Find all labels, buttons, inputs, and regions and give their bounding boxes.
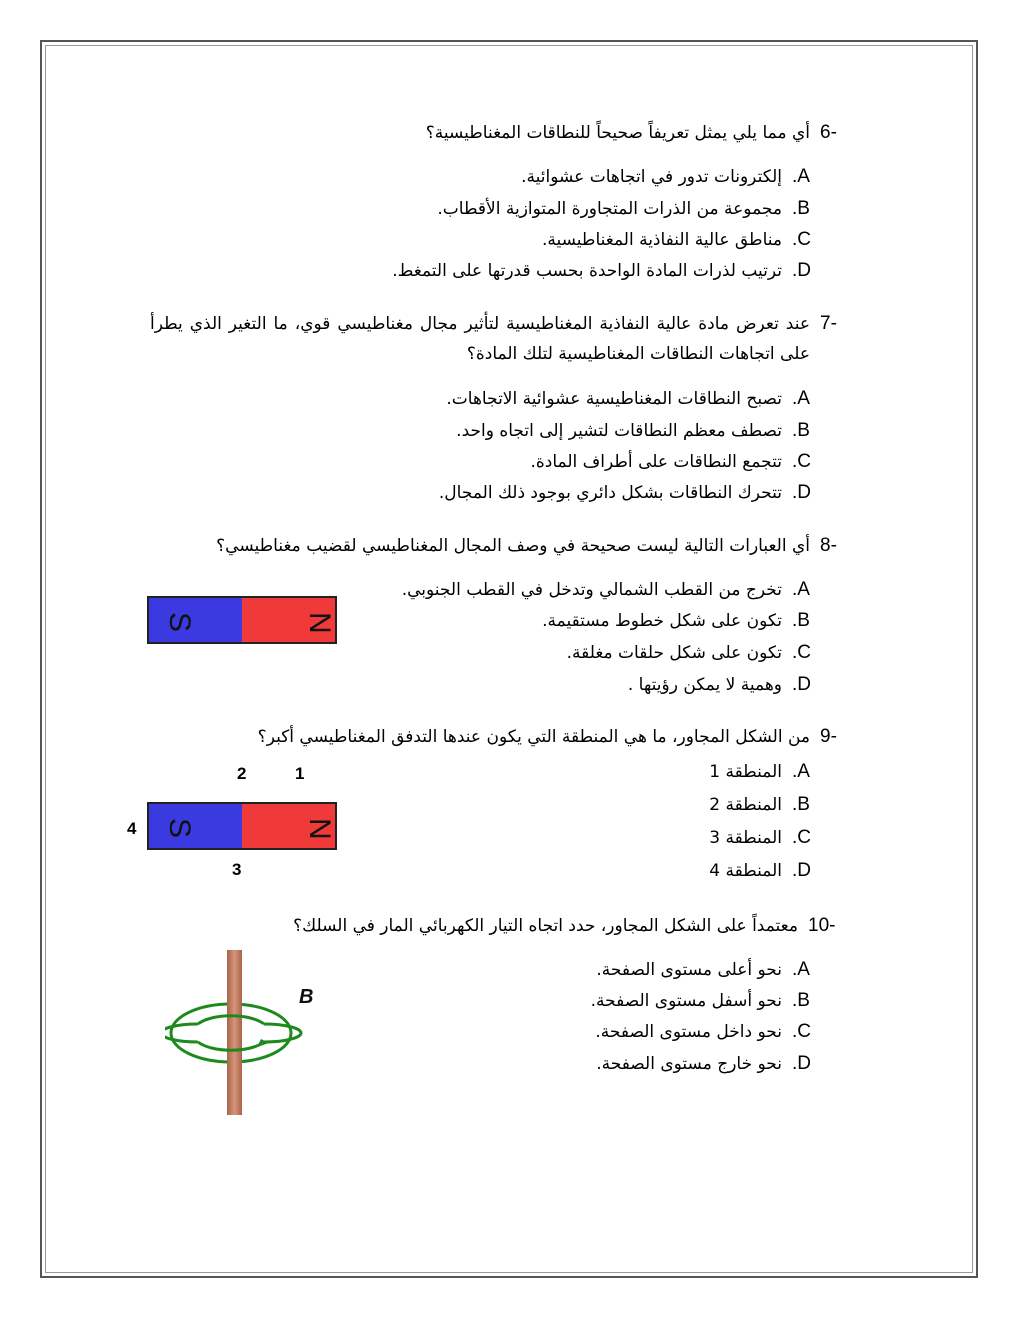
q8-opt-c[interactable]: تكون على شكل حلقات مغلقة. <box>566 643 782 663</box>
q6-opt-c[interactable]: مناطق عالية النفاذية المغناطيسية. <box>541 230 782 250</box>
q10-opt-a[interactable]: نحو أعلى مستوى الصفحة. <box>596 960 782 980</box>
q7-opt-d-letter: .D <box>792 482 811 503</box>
region-2-label: 2 <box>237 764 247 783</box>
q7-opt-a-letter: .A <box>792 388 810 409</box>
q9-opt-a-letter: .A <box>792 761 810 782</box>
q6-opt-b-letter: .B <box>792 198 810 219</box>
q9-opt-b-letter: .B <box>792 794 810 815</box>
q9-opt-d-letter: .D <box>792 860 811 881</box>
q8-opt-d[interactable]: وهمية لا يمكن رؤيتها . <box>627 675 782 695</box>
field-arrow-icon <box>257 1039 269 1047</box>
q7-opt-c-letter: .C <box>792 451 811 472</box>
q6-opt-a[interactable]: إلكترونات تدور في اتجاهات عشوائية. <box>521 167 782 187</box>
q10-opt-c[interactable]: نحو داخل مستوى الصفحة. <box>595 1022 782 1042</box>
q7-opt-a[interactable]: تصبح النطاقات المغناطيسية عشوائية الاتجاهات. <box>446 389 782 409</box>
q10-number: 10- <box>808 915 836 936</box>
q8-text: أي العبارات التالية ليست صحيحة في وصف المجال المغناطيسي لقضيب مغناطيسي؟ <box>216 536 810 556</box>
q10-opt-b[interactable]: نحو أسفل مستوى الصفحة. <box>590 991 782 1011</box>
q7-opt-d[interactable]: تتحرك النطاقات بشكل دائري بوجود ذلك المجال. <box>438 483 782 503</box>
q9-opt-d[interactable]: المنطقة 4 <box>709 861 782 881</box>
q7-text: عند تعرض مادة عالية النفاذية المغناطيسية لتأثير مجال مغناطيسي قوي، ما التغير الذي يطرأ على اتجاهات النطاقات المغناطيسية لتلك المادة؟ <box>150 314 810 364</box>
q9-opt-b[interactable]: المنطقة 2 <box>709 795 782 815</box>
field-b-label: B <box>299 986 314 1008</box>
q7-opt-b-letter: .B <box>792 420 810 441</box>
q10-opt-b-letter: .B <box>792 990 810 1011</box>
q8-opt-b-letter: .B <box>792 610 810 631</box>
magnet-north-label: N <box>303 818 336 840</box>
q6-opt-d-letter: .D <box>792 260 811 281</box>
q7-opt-c[interactable]: تتجمع النطاقات على أطراف المادة. <box>530 452 782 472</box>
q8-opt-a[interactable]: تخرج من القطب الشمالي وتدخل في القطب الجنوبي. <box>401 580 782 600</box>
region-4-label: 4 <box>127 819 137 838</box>
q7-opt-b[interactable]: تصطف معظم النطاقات لتشير إلى اتجاه واحد. <box>456 421 782 441</box>
q10-opt-d-letter: .D <box>792 1053 811 1074</box>
q8-opt-c-letter: .C <box>792 642 811 663</box>
q10-text: معتمداً على الشكل المجاور، حدد اتجاه التيار الكهربائي المار في السلك؟ <box>293 916 798 936</box>
q10-opt-a-letter: .A <box>792 959 810 980</box>
q8-opt-b[interactable]: تكون على شكل خطوط مستقيمة. <box>542 611 782 631</box>
bar-magnet-figure-q8 <box>145 594 339 646</box>
bar-magnet-figure-q9 <box>145 800 339 852</box>
q6-opt-b[interactable]: مجموعة من الذرات المتجاورة المتوازية الأقطاب. <box>437 199 782 219</box>
q6-text: أي مما يلي يمثل تعريفاً صحيحاً للنطاقات المغناطيسية؟ <box>425 123 810 143</box>
q6-number: 6- <box>820 122 837 143</box>
q10-opt-d[interactable]: نحو خارج مستوى الصفحة. <box>596 1054 782 1074</box>
magnet-north-label: N <box>303 612 336 634</box>
wire <box>227 950 242 1115</box>
q9-number: 9- <box>820 726 837 747</box>
q6-opt-d[interactable]: ترتيب لذرات المادة الواحدة بحسب قدرتها على التمغط. <box>392 261 782 281</box>
q9-opt-a[interactable]: المنطقة 1 <box>709 762 782 782</box>
wire-field-figure <box>165 945 325 1120</box>
region-3-label: 3 <box>232 860 242 879</box>
q6-opt-a-letter: .A <box>792 166 810 187</box>
q8-opt-d-letter: .D <box>792 674 811 695</box>
q9-opt-c[interactable]: المنطقة 3 <box>709 828 782 848</box>
q9-opt-c-letter: .C <box>792 827 811 848</box>
q8-opt-a-letter: .A <box>792 579 810 600</box>
q8-number: 8- <box>820 535 837 556</box>
q10-opt-c-letter: .C <box>792 1021 811 1042</box>
region-1-label: 1 <box>295 764 305 783</box>
q6-opt-c-letter: .C <box>792 229 811 250</box>
q7-number: 7- <box>820 313 837 334</box>
magnet-south-label: S <box>163 612 196 633</box>
magnet-south-label: S <box>163 818 196 839</box>
q9-text: من الشكل المجاور، ما هي المنطقة التي يكون عندها التدفق المغناطيسي أكبر؟ <box>257 727 810 747</box>
